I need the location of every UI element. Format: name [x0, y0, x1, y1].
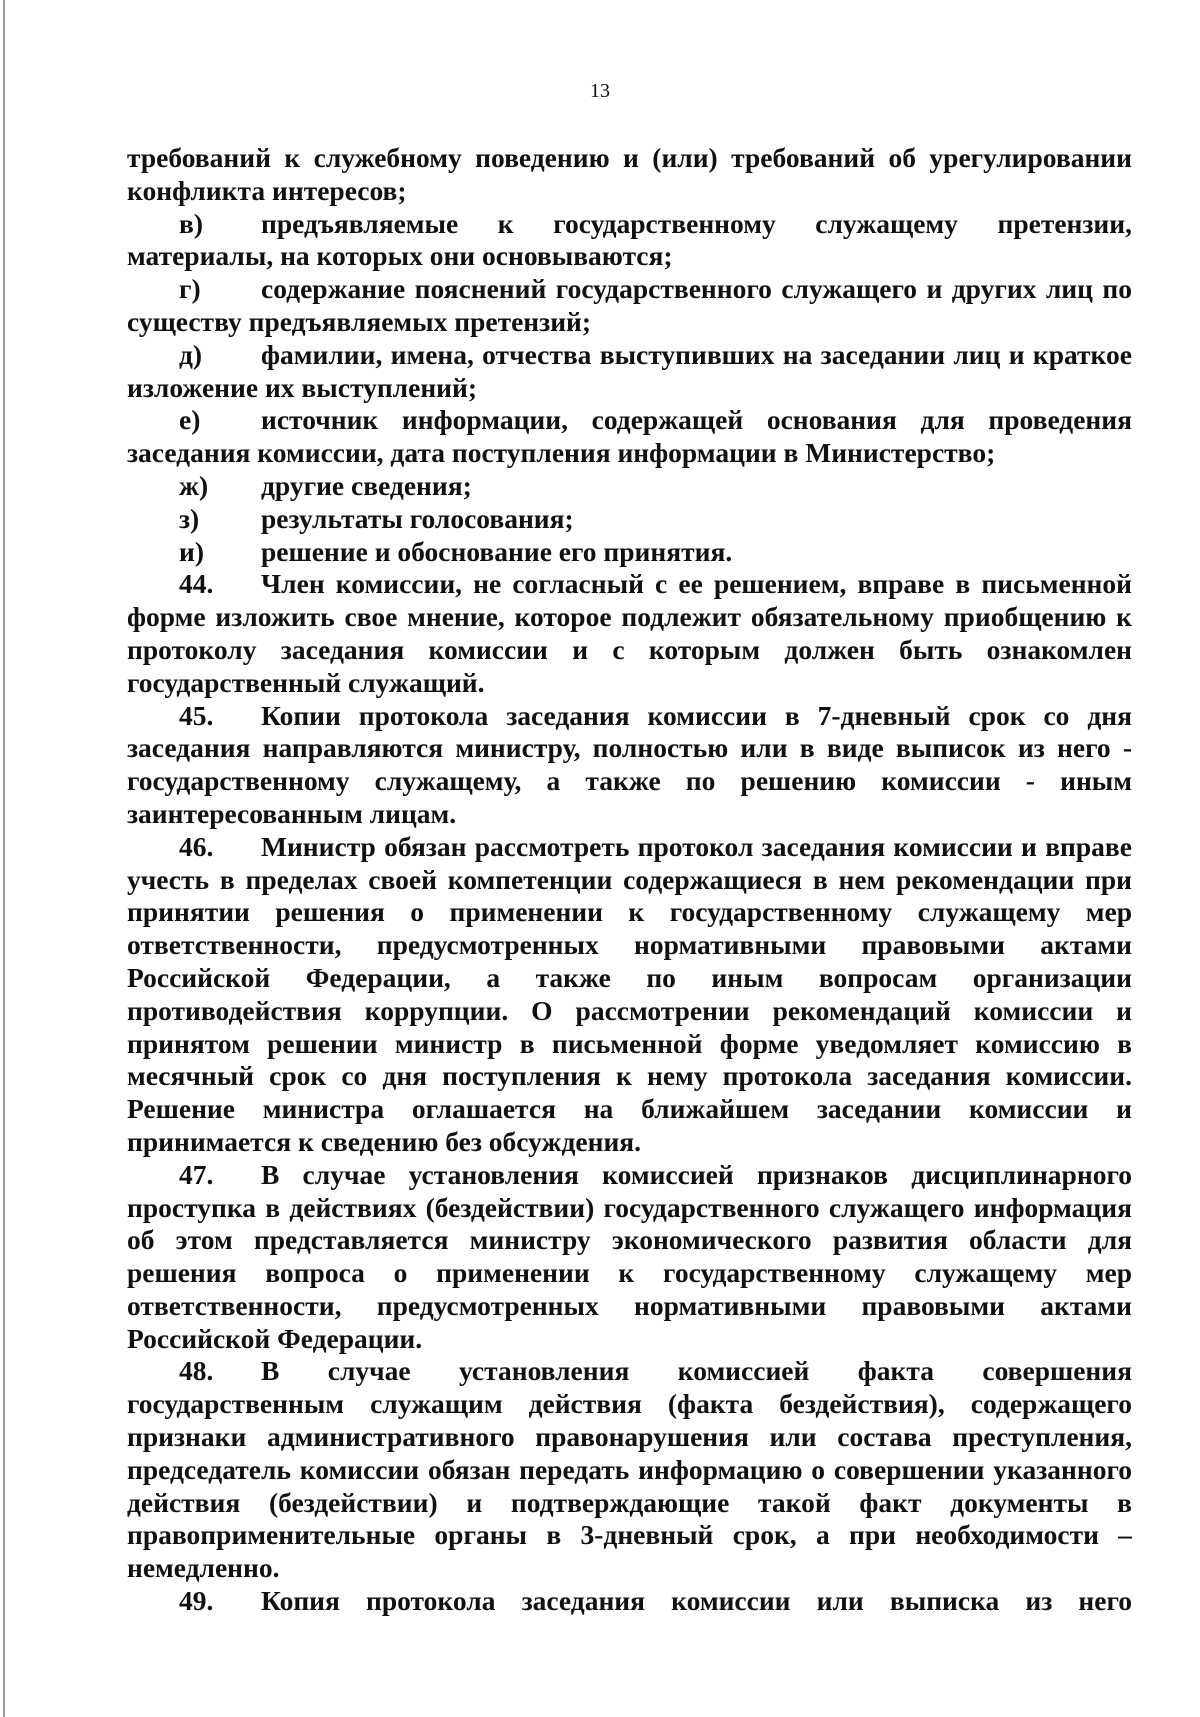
scan-edge [3, 0, 5, 1717]
list-item-z [127, 503, 1132, 536]
clause-number: 47. [179, 1158, 214, 1190]
clause-text: Копии протокола заседания комиссии в 7-дневный срок со дня заседания направляются министру, полностью или в виде выписок из него - государственному служащему, а также по решению комиссии - иным заинтересованным лицам. [127, 699, 1132, 829]
list-item-g [127, 273, 1132, 339]
document-body [127, 142, 1132, 1618]
item-text: предъявляемые к государственному служащему претензии, материалы, на которых они основываются; [127, 207, 1132, 272]
item-marker: з) [179, 502, 200, 534]
page-number: 13 [590, 80, 610, 102]
clause-number: 46. [179, 830, 214, 862]
list-item-e [127, 404, 1132, 470]
item-text: источник информации, содержащей основания для проведения заседания комиссии, дата поступления информации в Министерство; [127, 404, 1132, 469]
item-text: содержание пояснений государственного служащего и других лиц по существу предъявляемых претензий; [127, 273, 1132, 337]
list-item-zh [127, 470, 1132, 503]
clause-45 [127, 700, 1132, 831]
paragraph-continuation [127, 142, 1132, 208]
item-marker: д) [179, 338, 203, 370]
item-text: фамилии, имена, отчества выступивших на заседании лиц и краткое изложение их выступлений; [127, 338, 1132, 403]
item-marker: ж) [179, 469, 209, 501]
item-marker: е) [179, 404, 201, 436]
list-item-d [127, 339, 1132, 405]
item-text: решение и обоснование его принятия. [261, 535, 733, 567]
clause-text: Министр обязан рассмотреть протокол заседания комиссии и вправе учесть в пределах своей компетенции содержащиеся в нем рекомендации при принятии решения о применении к государственному служащему мер ответственности, предусмотренных нормативными правовыми актами Российской Федерации, а также по иным вопросам организации противодействия коррупции. О рассмотрении рекомендаций комиссии и принятом решении министр в письменной форме уведомляет комиссию в месячный срок со дня поступления к нему протокола заседания комиссии. Решение министра оглашается на ближайшем заседании комиссии и принимается к сведению без обсуждения. [127, 830, 1132, 1157]
list-item-v [127, 208, 1132, 274]
clause-49 [127, 1585, 1132, 1618]
clause-number: 48. [179, 1355, 214, 1387]
clause-number: 44. [179, 568, 214, 600]
item-marker: г) [179, 273, 201, 305]
clause-44 [127, 568, 1132, 699]
item-marker: и) [179, 535, 205, 567]
item-text: другие сведения; [261, 469, 472, 501]
clause-48 [127, 1355, 1132, 1585]
item-text: результаты голосования; [261, 502, 574, 534]
list-item-i [127, 536, 1132, 569]
item-marker: в) [179, 207, 204, 239]
clause-46 [127, 831, 1132, 1159]
clause-number: 49. [179, 1585, 214, 1617]
clause-text: Копия протокола заседания комиссии или выписка из него [261, 1585, 1132, 1617]
clause-47 [127, 1159, 1132, 1356]
clause-number: 45. [179, 699, 214, 731]
clause-text: Член комиссии, не согласный с ее решением, вправе в письменной форме изложить свое мнение, которое подлежит обязательному приобщению к протоколу заседания комиссии и с которым должен быть ознакомлен государственный служащий. [127, 568, 1132, 698]
paragraph-text: требований к служебному поведению и (или) требований об урегулировании конфликта интересов; [127, 142, 1132, 206]
clause-text: В случае установления комиссией признаков дисциплинарного проступка в действиях (бездействии) государственного служащего информация об этом представляется министру экономического развития области для решения вопроса о применении к государственному служащему мер ответственности, предусмотренных нормативными правовыми актами Российской Федерации. [127, 1158, 1132, 1354]
clause-text: В случае установления комиссией факта совершения государственным служащим действия (факта бездействия), содержащего признаки административного правонарушения или состава преступления, председатель комиссии обязан передать информацию о совершении указанного действия (бездействии) и подтверждающие такой факт документы в правоприменительные органы в 3-дневный срок, а при необходимости – немедленно. [127, 1355, 1132, 1584]
